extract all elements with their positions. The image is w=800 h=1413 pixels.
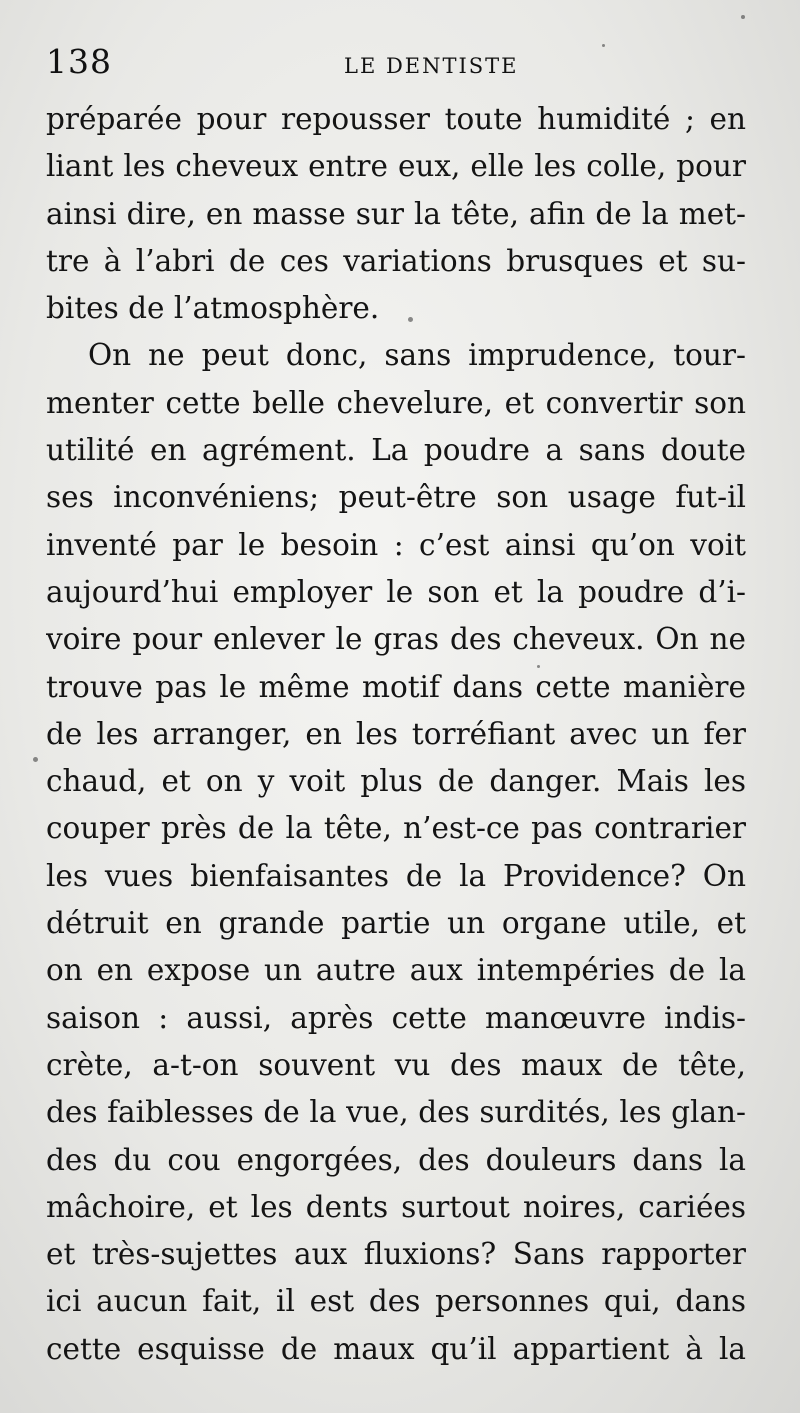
ink-speck (602, 44, 605, 47)
page-number: 138 (46, 42, 112, 81)
ink-speck (741, 15, 745, 19)
body-text (46, 96, 746, 1373)
text-line: cette esquisse de maux qu’il appartient à la (46, 1331, 746, 1366)
text-line: on en expose un autre aux intempéries de la (46, 953, 746, 988)
text-line: couper près de la tête, n’est-ce pas contrarier (46, 811, 746, 846)
paragraph-start-line: On ne peut donc, sans imprudence, tour- (88, 338, 746, 373)
ink-speck (537, 665, 540, 668)
text-line: voire pour enlever le gras des cheveux. On ne (46, 622, 746, 657)
ink-speck (33, 757, 38, 762)
text-line: de les arranger, en les torréfiant avec un fer (46, 716, 746, 751)
text-line: ici aucun fait, il est des personnes qui, dans (46, 1284, 746, 1319)
text-line: les vues bienfaisantes de la Providence? On (46, 858, 746, 893)
text-line: trouve pas le même motif dans cette manière (46, 669, 746, 704)
text-line: ses inconvéniens; peut-être son usage fut-il (46, 480, 746, 515)
text-line: et très-sujettes aux fluxions? Sans rapporter (46, 1237, 746, 1272)
text-line: tre à l’abri de ces variations brusques et su- (46, 243, 746, 278)
text-line: crète, a-t-on souvent vu des maux de tête, (46, 1047, 746, 1082)
text-line: saison : aussi, après cette manœuvre indis- (46, 1000, 746, 1035)
text-line: préparée pour repousser toute humidité ; en (46, 102, 746, 136)
text-line: mâchoire, et les dents surtout noires, cariées (46, 1189, 746, 1224)
running-title: LE DENTISTE (344, 54, 519, 78)
paragraph-end-line: bites de l’atmosphère. (46, 291, 380, 326)
text-line: menter cette belle chevelure, et convertir son (46, 385, 746, 420)
text-line: chaud, et on y voit plus de danger. Mais les (46, 764, 746, 799)
page-header (42, 40, 760, 90)
text-line: des du cou engorgées, des douleurs dans la (46, 1142, 746, 1177)
text-line: utilité en agrément. La poudre a sans doute (46, 433, 746, 468)
text-line: aujourd’hui employer le son et la poudre d’i- (46, 574, 746, 609)
ink-speck (408, 317, 413, 322)
text-line: ainsi dire, en masse sur la tête, afin de la met- (46, 196, 746, 231)
text-line: des faiblesses de la vue, des surdités, les glan- (46, 1095, 746, 1130)
text-line: liant les cheveux entre eux, elle les colle, pour (46, 149, 746, 184)
text-line: inventé par le besoin : c’est ainsi qu’on voit (46, 527, 746, 562)
text-line: détruit en grande partie un organe utile, et (46, 906, 746, 941)
